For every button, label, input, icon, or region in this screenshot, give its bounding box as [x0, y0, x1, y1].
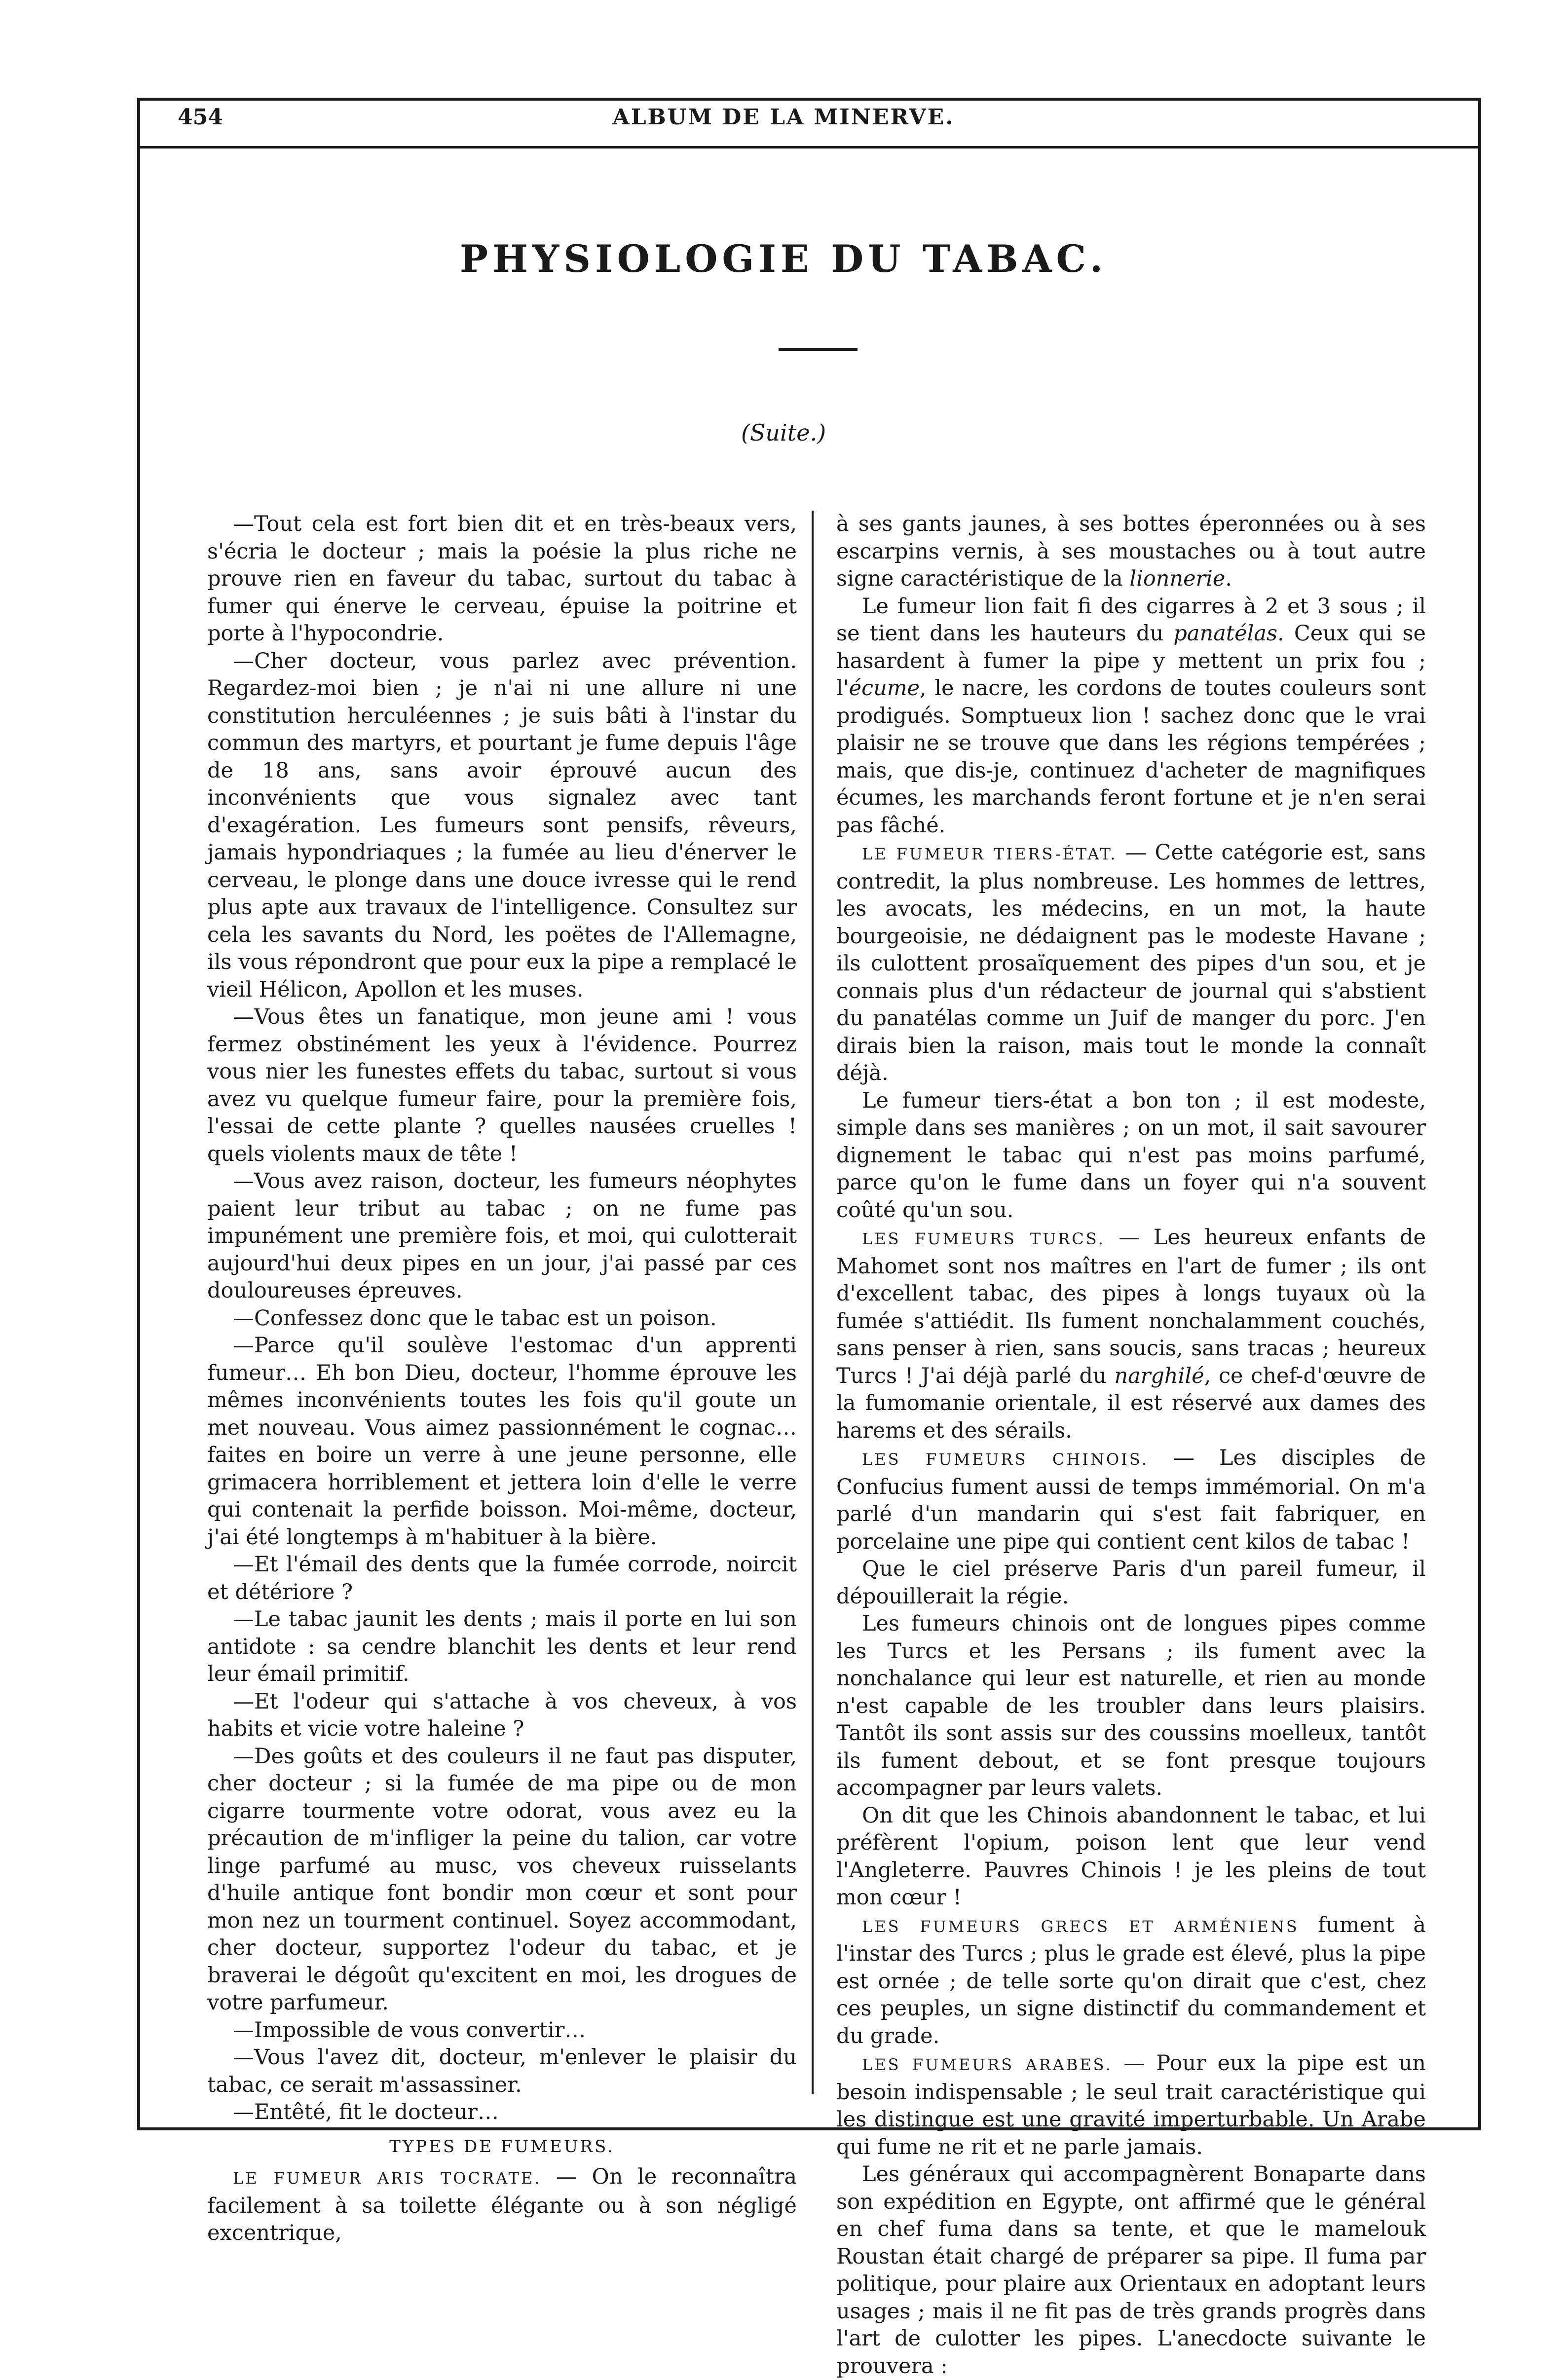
running-title: ALBUM DE LA MINERVE.: [612, 105, 955, 130]
paragraph-grecs: [836, 1912, 1426, 2050]
paragraph: —Confessez donc que le tabac est un poison.: [233, 1305, 717, 1331]
italic-term: lionnerie: [1129, 566, 1226, 591]
paragraph: —Impossible de vous convertir…: [233, 2017, 586, 2043]
type-label: LE FUMEUR ARIS TOCRATE.: [233, 2169, 542, 2188]
paragraph: —Le tabac jaunit les dents ; mais il porte en lui son antidote : sa cendre blanchit les dents et leur rend leur émail primitif.: [207, 1607, 797, 1686]
left-column: [207, 511, 797, 2247]
article-subtitle: (Suite.): [741, 419, 826, 446]
type-label: LE FUMEUR TIERS-ÉTAT.: [862, 845, 1118, 863]
paragraph-text: .: [1225, 566, 1232, 591]
paragraph: —Cher docteur, vous parlez avec prévention. Regardez-moi bien ; je n'ai ni une allure ni une constitution herculéennes ; je suis bâti à l'instar du commun des martyrs, et pourtant je fume depuis l'âge de 18 ans, sans avoir éprouvé aucun des inconvénients que vous signalez avec tant d'exagération. Les fumeurs sont pensifs, rêveurs, jamais hypondriaques ; la fumée au lieu d'énerver le cerveau, le plonge dans une douce ivresse qui le rend plus apte aux travaux de l'intelligence. Consultez sur cela les savants du Nord, les poëtes de l'Allemagne, ils vous répondront que pour eux la pipe a remplacé le vieil Hélicon, Apollon et les muses.: [207, 648, 797, 1002]
paragraph-tiers-etat: [836, 839, 1426, 1087]
paragraph: —Entêté, fit le docteur…: [233, 2100, 499, 2124]
article-title: PHYSIOLOGIE DU TABAC.: [459, 237, 1108, 281]
paragraph: —Vous avez raison, docteur, les fumeurs néophytes paient leur tribut au tabac ; on ne fume pas impunément une première fois, et moi, qui culotterait aujourd'hui deux pipes en un jour, j'ai passé par ces douloureuses épreuves.: [207, 1169, 797, 1303]
paragraph-text: — On le reconnaîtra facilement à sa toilette élégante ou à son négligé excentrique,: [207, 2164, 797, 2245]
paragraph: —Vous l'avez dit, docteur, m'enlever le plaisir du tabac, ce serait m'assassiner.: [207, 2045, 797, 2097]
paragraph: Que le ciel préserve Paris d'un pareil fumeur, il dépouillerait la régie.: [836, 1557, 1426, 1609]
paragraph-text: . Ceux qui se hasardent à fumer la pipe y mettent un prix fou ; l': [836, 621, 1426, 701]
paragraph-turcs: [836, 1224, 1426, 1445]
page-number: 454: [178, 105, 223, 130]
paragraph-text: — Les heureux enfants de Mahomet sont nos maîtres en l'art de fumer ; ils ont d'excellent tabac, des pipes à longs tuyaux où la fumée s'attiédit. Ils fument nonchalamment couchés, sans penser à rien, sans soucis, sans tracas ; heureux Turcs ! J'ai déjà parlé du: [836, 1225, 1426, 1388]
paragraph: [836, 511, 1426, 593]
italic-term: panatélas: [1173, 621, 1278, 646]
header-rule: [137, 146, 1481, 149]
paragraph-text: à ses gants jaunes, à ses bottes éperonnées ou à ses escarpins vernis, à ses moustaches ou à tout autre signe caractéristique de la: [836, 512, 1426, 591]
paragraph-text: — Cette catégorie est, sans contredit, la plus nombreuse. Les hommes de lettres, les avocats, les médecins, en un mot, la haute bourgeoisie, ne dédaignent pas le modeste Havane ; ils culottent prosaïquement des pipes d'un sou, et je connais plus d'un rédacteur de journal qui s'abstient du panatélas comme un Juif de manger du porc. J'en dirais bien la raison, mais tout le monde la connaît déjà.: [836, 840, 1426, 1085]
paragraph: —Parce qu'il soulève l'estomac d'un apprenti fumeur… Eh bon Dieu, docteur, l'homme éprouve les mêmes inconvénients toutes les fois qu'il goute un met nouveau. Vous aimez passionnément le cognac… faites en boire un verre à une jeune personne, elle grimacera horriblement et jettera loin d'elle le verre qui contenait la perfide boisson. Moi-même, docteur, j'ai été longtemps à m'habituer à la bière.: [207, 1333, 797, 1550]
paragraph: Les fumeurs chinois ont de longues pipes comme les Turcs et les Persans ; ils fument avec la nonchalance qui leur est naturelle, et rien au monde n'est capable de les troubler dans leurs plaisirs. Tantôt ils sont assis sur des coussins moelleux, tantôt ils fument debout, et se font presque toujours accompagner par leurs valets.: [836, 1611, 1426, 1800]
paragraph: —Vous êtes un fanatique, mon jeune ami ! vous fermez obstinément les yeux à l'évidence. Pourrez vous nier les funestes effets du tabac, surtout si vous avez vu quelque fumeur faire, pour la première fois, l'essai de cette plante ? quelles nausées cruelles ! quels violents maux de tête !: [207, 1004, 797, 1166]
paragraph: On dit que les Chinois abandonnent le tabac, et lui préfèrent l'opium, poison lent que leur vend l'Angleterre. Pauvres Chinois ! je les pleins de tout mon cœur !: [836, 1803, 1426, 1910]
paragraph: —Et l'odeur qui s'attache à vos cheveux, à vos habits et vicie votre haleine ?: [207, 1689, 797, 1741]
paragraph: —Et l'émail des dents que la fumée corrode, noircit et détériore ?: [207, 1552, 797, 1604]
paragraph-text: Le fumeur lion fait fi des cigarres à 2 et 3 sous ; il se tient dans les hauteurs du: [836, 594, 1426, 646]
paragraph-chinois: [836, 1445, 1426, 1556]
paragraph-text: , le nacre, les cordons de toutes couleurs sont prodigués. Somptueux lion ! sachez donc que le vrai plaisir ne se trouve que dans les régions tempérées ; mais, que dis-je, continuez d'acheter de magnifiques écumes, les marchands feront fortune et je n'en serai pas fâché.: [836, 676, 1426, 838]
type-label: LES FUMEURS TURCS.: [862, 1229, 1105, 1248]
paragraph: Le fumeur tiers-état a bon ton ; il est modeste, simple dans ses manières ; on un mot, il sait savourer dignement le tabac qui n'est pas moins parfumé, parce qu'on le fume dans un foyer qui n'a souvent coûté qu'un sou.: [836, 1088, 1426, 1223]
title-rule: [779, 348, 858, 351]
type-label: LES FUMEURS CHINOIS.: [862, 1450, 1149, 1469]
paragraph: [836, 593, 1426, 840]
section-heading: TYPES DE FUMEURS.: [389, 2136, 615, 2157]
paragraph-text: — Les disciples de Confucius fument aussi de temps immémorial. On m'a parlé d'un mandarin qui s'est fait fabriquer, en porcelaine une pipe qui contient cent kilos de tabac !: [836, 1446, 1426, 1554]
paragraph-text: — Pour eux la pipe est un besoin indispensable ; le seul trait caractéristique qui les distingue est une gravité imperturbable. Un Arabe qui fume ne rit et ne parle jamais.: [836, 2051, 1426, 2159]
paragraph-text: fument à l'instar des Turcs ; plus le grade est élevé, plus la pipe est ornée ; de telle sorte qu'on dirait que c'est, chez ces peuples, un signe distinctif du commandement et du grade.: [836, 1912, 1426, 2048]
column-divider: [812, 511, 814, 2094]
type-label: LES FUMEURS GRECS ET ARMÉNIENS: [862, 1917, 1299, 1936]
italic-term: narghilé: [1114, 1363, 1204, 1388]
type-label: LES FUMEURS ARABES.: [862, 2055, 1113, 2074]
paragraph: —Des goûts et des couleurs il ne faut pas disputer, cher docteur ; si la fumée de ma pipe ou de mon cigarre tourmente votre odorat, vous avez eu la précaution de m'infliger la peine du talion, car votre linge parfumé au musc, vos cheveux ruisselants d'huile antique font bondir mon cœur et sont pour mon nez un tourment continuel. Soyez accommodant, cher docteur, supportez l'odeur du tabac, et je braverai le dégoût qu'excitent en moi, les drogues de votre parfumeur.: [207, 1744, 797, 2015]
paragraph-aristocrate: [207, 2163, 797, 2247]
paragraph: Les généraux qui accompagnèrent Bonaparte dans son expédition en Egypte, ont affirmé que le général en chef fuma dans sa tente, et que le mamelouk Roustan était chargé de préparer sa pipe. Il fuma par politique, pour plaire aux Orientaux en adoptant leurs usages ; mais il ne fit pas de très grands progrès dans l'art de culotter les pipes. L'anecdocte suivante le prouvera :: [836, 2162, 1426, 2379]
paragraph: —Tout cela est fort bien dit et en très-beaux vers, s'écria le docteur ; mais la poésie la plus riche ne prouve rien en faveur du tabac, surtout du tabac à fumer qui énerve le cerveau, épuise la poitrine et porte à l'hypocondrie.: [207, 512, 797, 646]
paragraph-text: , ce chef-d'œuvre de la fumomanie orientale, il est réservé aux dames des harems et des sérails.: [836, 1363, 1426, 1443]
paragraph-arabes: [836, 2050, 1426, 2161]
right-column: [836, 511, 1426, 2380]
italic-term: écume: [849, 676, 920, 701]
